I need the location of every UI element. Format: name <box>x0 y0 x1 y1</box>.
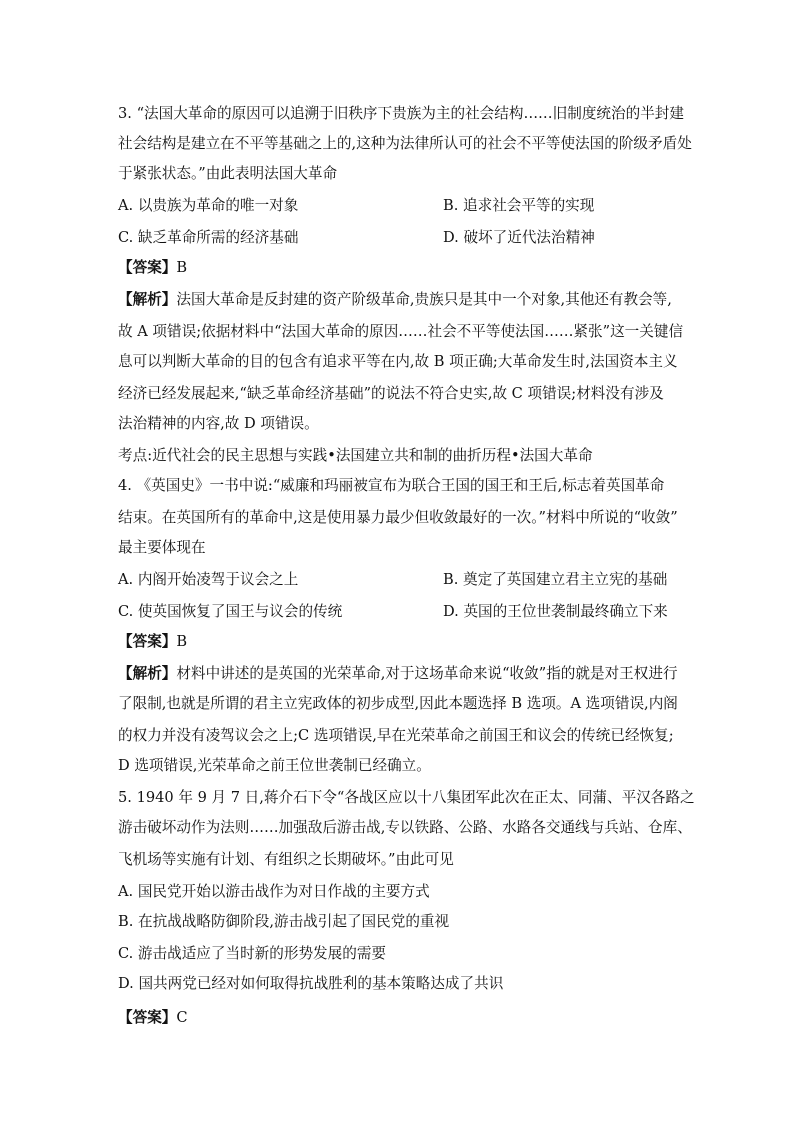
q5-stem-line-1: 5. 1940 年 9 月 7 日,蒋介石下令“各战区应以十八集团军此次在正太、同蒲、平汉各路之 <box>118 789 695 806</box>
q4-analysis-line-1 <box>118 664 678 684</box>
q4-analysis-text-1: 材料中讲述的是英国的光荣革命,对于这场革命来说“收敛”指的就是对王权进行 <box>176 665 678 682</box>
q4-answer-value: B <box>176 633 188 650</box>
q4-analysis-line-3: 的权力并没有凌驾议会之上;C 选项错误,早在光荣革命之前国王和议会的传统已经恢复; <box>118 727 674 744</box>
q5-option-d: D. 国共两党已经对如何取得抗战胜利的基本策略达成了共识 <box>118 975 504 992</box>
q4-stem-line-3: 最主要体现在 <box>118 539 206 556</box>
q3-option-c: C. 缺乏革命所需的经济基础 <box>118 229 299 246</box>
q4-option-a: A. 内阁开始凌驾于议会之上 <box>118 571 299 588</box>
q4-answer-label: 【答案】 <box>118 633 177 650</box>
q5-answer <box>118 1008 678 1028</box>
q4-option-d: D. 英国的王位世袭制最终确立下来 <box>443 603 668 620</box>
q5-stem-line-3: 飞机场等实施有计划、有组织之长期破坏。”由此可见 <box>118 851 454 868</box>
q5-answer-value: C <box>176 1009 188 1026</box>
q4-analysis-line-2: 了限制,也就是所谓的君主立宪政体的初步成型,因此本题选择 B 选项。A 选项错误,内阁 <box>118 695 678 712</box>
q3-option-d: D. 破坏了近代法治精神 <box>443 229 595 246</box>
q5-stem-line-2: 游击破坏动作为法则……加强敌后游击战,专以铁路、公路、水路各交通线与兵站、仓库、 <box>118 819 692 836</box>
q3-analysis-line-1 <box>118 290 678 310</box>
q3-analysis-text-1: 法国大革命是反封建的资产阶级革命,贵族只是其中一个对象,其他还有教会等, <box>176 291 672 308</box>
q3-option-a: A. 以贵族为革命的唯一对象 <box>118 197 299 214</box>
q3-stem-line-3: 于紧张状态。”由此表明法国大革命 <box>118 165 338 182</box>
q3-option-b: B. 追求社会平等的实现 <box>443 197 595 214</box>
q5-option-b: B. 在抗战战略防御阶段,游击战引起了国民党的重视 <box>118 913 450 930</box>
q3-analysis-line-4: 经济已经发展起来,“缺乏革命经济基础”的说法不符合史实,故 C 项错误;材料没有涉及 <box>118 385 664 402</box>
q3-analysis-line-2: 故 A 项错误;依据材料中“法国大革命的原因……社会不平等使法国……紧张”这一关键信 <box>118 323 684 340</box>
q4-answer <box>118 632 678 652</box>
q5-answer-label: 【答案】 <box>118 1009 177 1026</box>
q3-analysis-label: 【解析】 <box>118 291 177 308</box>
q4-analysis-line-4: D 选项错误,光荣革命之前王位世袭制已经确立。 <box>118 757 431 774</box>
q5-option-a: A. 国民党开始以游击战作为对日作战的主要方式 <box>118 883 430 900</box>
q3-answer <box>118 258 678 278</box>
q3-stem-line-1: 3. “法国大革命的原因可以追溯于旧秩序下贵族为主的社会结构……旧制度统治的半封建 <box>118 105 684 122</box>
q3-analysis-line-5: 法治精神的内容,故 D 项错误。 <box>118 415 319 432</box>
q3-answer-label: 【答案】 <box>118 259 177 276</box>
q4-stem-line-2: 结束。在英国所有的革命中,这是使用暴力最少但收敛最好的一次。”材料中所说的“收敛” <box>118 509 678 526</box>
q4-stem-line-1: 4. 《英国史》一书中说:“威廉和玛丽被宣布为联合王国的国王和王后,标志着英国革命 <box>118 477 665 494</box>
q4-analysis-label: 【解析】 <box>118 665 177 682</box>
q4-option-c: C. 使英国恢复了国王与议会的传统 <box>118 603 343 620</box>
q3-answer-value: B <box>176 259 188 276</box>
q4-option-b: B. 奠定了英国建立君主立宪的基础 <box>443 571 668 588</box>
q3-analysis-line-3: 息可以判断大革命的目的包含有追求平等在内,故 B 项正确;大革命发生时,法国资本主义 <box>118 353 678 370</box>
q3-kaodian: 考点:近代社会的民主思想与实践•法国建立共和制的曲折历程•法国大革命 <box>118 447 593 464</box>
q5-option-c: C. 游击战适应了当时新的形势发展的需要 <box>118 945 387 962</box>
q3-stem-line-2: 社会结构是建立在不平等基础之上的,这种为法律所认可的社会不平等使法国的阶级矛盾处 <box>118 135 692 152</box>
